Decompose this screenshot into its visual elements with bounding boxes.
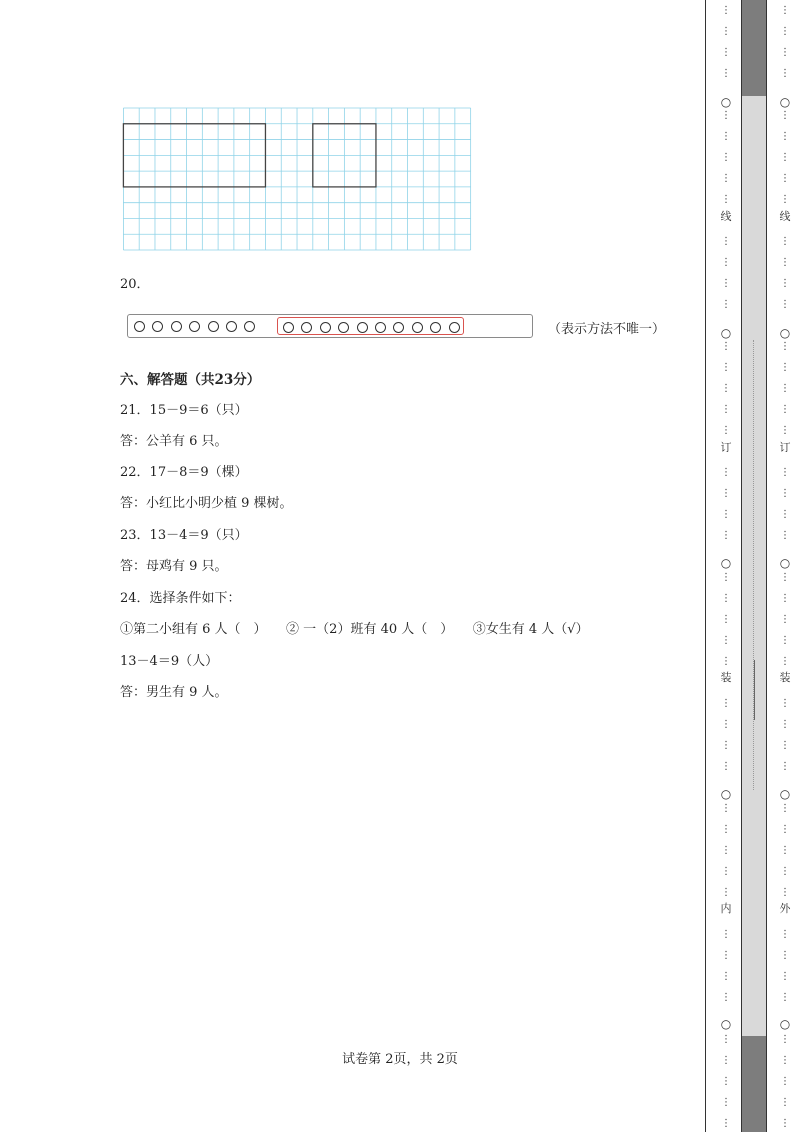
seal-ring-icon: ○	[720, 787, 732, 801]
dot-separator: ⋮	[780, 299, 790, 310]
circle	[449, 322, 460, 333]
dot-separator: ⋮	[721, 1055, 731, 1066]
answer-line: 24．选择条件如下：	[120, 591, 241, 606]
answer-line: 21．15－9＝6（只）	[120, 403, 248, 418]
dot-separator: ⋮	[780, 887, 790, 898]
binding-line	[741, 0, 742, 1132]
dot-separator: ⋮	[780, 803, 790, 814]
answer-line: 23．13－4＝9（只）	[120, 528, 248, 543]
answer-line: 答：小红比小明少植 9 棵树。	[120, 496, 293, 511]
dot-separator: ⋮	[721, 404, 731, 415]
dot-separator: ⋮	[780, 404, 790, 415]
seal-label: 线	[779, 210, 791, 223]
circle-answer-box	[127, 314, 533, 338]
circle	[189, 321, 200, 332]
dot-separator: ⋮	[780, 110, 790, 121]
seal-ring-icon: ○	[779, 95, 791, 109]
dot-separator: ⋮	[721, 803, 731, 814]
dot-separator: ⋮	[780, 1118, 790, 1129]
circle	[244, 321, 255, 332]
answer-line: 13－4＝9（人）	[120, 654, 219, 669]
dot-separator: ⋮	[780, 572, 790, 583]
dot-separator: ⋮	[721, 509, 731, 520]
circle	[226, 321, 237, 332]
answer-line: 答：公羊有 6 只。	[120, 434, 228, 449]
dot-separator: ⋮	[721, 887, 731, 898]
section-title: 六、解答题（共23分）	[120, 372, 261, 388]
dot-separator: ⋮	[780, 5, 790, 16]
circle	[393, 322, 404, 333]
circle	[171, 321, 182, 332]
seal-label: 内	[720, 902, 732, 915]
dot-separator: ⋮	[780, 26, 790, 37]
grid-figure	[122, 107, 476, 253]
dot-separator: ⋮	[780, 509, 790, 520]
dot-separator: ⋮	[780, 929, 790, 940]
dot-separator: ⋮	[780, 1097, 790, 1108]
black-circle-row	[134, 319, 263, 332]
dot-separator: ⋮	[780, 152, 790, 163]
dot-separator: ⋮	[780, 866, 790, 877]
outer-seal-column	[778, 0, 792, 1132]
dot-separator: ⋮	[780, 719, 790, 730]
circle	[283, 322, 294, 333]
seal-ring-icon: ○	[779, 1017, 791, 1031]
dot-separator: ⋮	[780, 1034, 790, 1045]
circle-note: （表示方法不唯一）	[548, 322, 666, 337]
circle	[320, 322, 331, 333]
dot-separator: ⋮	[721, 698, 731, 709]
dot-separator: ⋮	[721, 383, 731, 394]
dot-separator: ⋮	[721, 1118, 731, 1129]
seal-label: 订	[779, 441, 791, 454]
dot-separator: ⋮	[780, 341, 790, 352]
dot-separator: ⋮	[721, 194, 731, 205]
dot-separator: ⋮	[721, 341, 731, 352]
seal-ring-icon: ○	[720, 326, 732, 340]
dot-separator: ⋮	[780, 68, 790, 79]
answer-line: ①第二小组有 6 人（ ） ② 一（2）班有 40 人（ ） ③女生有 4 人（√）	[120, 622, 589, 637]
dot-separator: ⋮	[721, 425, 731, 436]
dot-separator: ⋮	[721, 5, 731, 16]
dot-separator: ⋮	[721, 866, 731, 877]
question-20-label: 20．	[120, 277, 150, 292]
dot-separator: ⋮	[721, 131, 731, 142]
dot-separator: ⋮	[721, 656, 731, 667]
circle	[208, 321, 219, 332]
dot-separator: ⋮	[780, 950, 790, 961]
page-footer: 试卷第 2页，共 2页	[342, 1052, 458, 1067]
binding-line	[705, 0, 706, 1132]
circle	[357, 322, 368, 333]
gray-band-bottom	[741, 1036, 766, 1132]
seal-ring-icon: ○	[720, 95, 732, 109]
dot-separator: ⋮	[780, 194, 790, 205]
dot-separator: ⋮	[721, 488, 731, 499]
seal-ring-icon: ○	[779, 556, 791, 570]
circle	[301, 322, 312, 333]
inner-seal-column	[719, 0, 733, 1132]
answer-line: 答：男生有 9 人。	[120, 685, 228, 700]
circle	[338, 322, 349, 333]
dot-separator: ⋮	[780, 173, 790, 184]
dot-separator: ⋮	[721, 824, 731, 835]
seal-ring-icon: ○	[779, 787, 791, 801]
seal-label: 装	[779, 671, 791, 684]
dot-separator: ⋮	[780, 257, 790, 268]
dot-separator: ⋮	[780, 383, 790, 394]
dot-separator: ⋮	[721, 992, 731, 1003]
dot-separator: ⋮	[721, 236, 731, 247]
dot-separator: ⋮	[721, 362, 731, 373]
grid-lines	[123, 108, 470, 250]
dot-separator: ⋮	[721, 110, 731, 121]
dot-separator: ⋮	[721, 572, 731, 583]
dot-separator: ⋮	[780, 635, 790, 646]
dot-separator: ⋮	[780, 824, 790, 835]
circle	[375, 322, 386, 333]
gray-band-top	[741, 0, 766, 96]
binding-dotted-line	[753, 340, 754, 790]
dot-separator: ⋮	[721, 1076, 731, 1087]
dot-separator: ⋮	[780, 278, 790, 289]
dot-separator: ⋮	[721, 971, 731, 982]
dot-separator: ⋮	[780, 656, 790, 667]
dot-separator: ⋮	[780, 971, 790, 982]
circle	[412, 322, 423, 333]
dot-separator: ⋮	[780, 614, 790, 625]
answer-line: 22．17－8＝9（棵）	[120, 465, 248, 480]
dot-separator: ⋮	[721, 257, 731, 268]
dot-separator: ⋮	[721, 950, 731, 961]
seal-ring-icon: ○	[720, 556, 732, 570]
dot-separator: ⋮	[780, 362, 790, 373]
dot-separator: ⋮	[780, 1076, 790, 1087]
red-outlined-group	[277, 317, 464, 335]
dot-separator: ⋮	[780, 1055, 790, 1066]
dot-separator: ⋮	[721, 635, 731, 646]
seal-label: 装	[720, 671, 732, 684]
dot-separator: ⋮	[721, 614, 731, 625]
dot-separator: ⋮	[780, 845, 790, 856]
dot-separator: ⋮	[780, 488, 790, 499]
dot-separator: ⋮	[721, 845, 731, 856]
dot-separator: ⋮	[780, 740, 790, 751]
seal-label: 线	[720, 210, 732, 223]
dot-separator: ⋮	[780, 47, 790, 58]
dot-separator: ⋮	[721, 719, 731, 730]
dot-separator: ⋮	[780, 236, 790, 247]
binding-line	[766, 0, 767, 1132]
dot-separator: ⋮	[721, 26, 731, 37]
dot-separator: ⋮	[721, 740, 731, 751]
dot-separator: ⋮	[721, 467, 731, 478]
dot-separator: ⋮	[780, 131, 790, 142]
dot-separator: ⋮	[721, 152, 731, 163]
dot-separator: ⋮	[780, 530, 790, 541]
dot-separator: ⋮	[721, 47, 731, 58]
dot-separator: ⋮	[780, 467, 790, 478]
dot-separator: ⋮	[780, 698, 790, 709]
binding-dash	[754, 660, 755, 720]
seal-ring-icon: ○	[779, 326, 791, 340]
dot-separator: ⋮	[721, 68, 731, 79]
dot-separator: ⋮	[721, 1034, 731, 1045]
circle	[430, 322, 441, 333]
dot-separator: ⋮	[780, 992, 790, 1003]
answer-line: 答：母鸡有 9 只。	[120, 559, 228, 574]
dot-separator: ⋮	[780, 593, 790, 604]
dot-separator: ⋮	[721, 278, 731, 289]
circle	[134, 321, 145, 332]
seal-label: 外	[779, 902, 791, 915]
dot-separator: ⋮	[721, 1097, 731, 1108]
dot-separator: ⋮	[721, 173, 731, 184]
dot-separator: ⋮	[721, 299, 731, 310]
seal-ring-icon: ○	[720, 1017, 732, 1031]
dot-separator: ⋮	[780, 761, 790, 772]
dot-separator: ⋮	[721, 530, 731, 541]
dot-separator: ⋮	[721, 761, 731, 772]
dot-separator: ⋮	[721, 929, 731, 940]
dot-separator: ⋮	[780, 425, 790, 436]
circle	[152, 321, 163, 332]
seal-label: 订	[720, 441, 732, 454]
dot-separator: ⋮	[721, 593, 731, 604]
